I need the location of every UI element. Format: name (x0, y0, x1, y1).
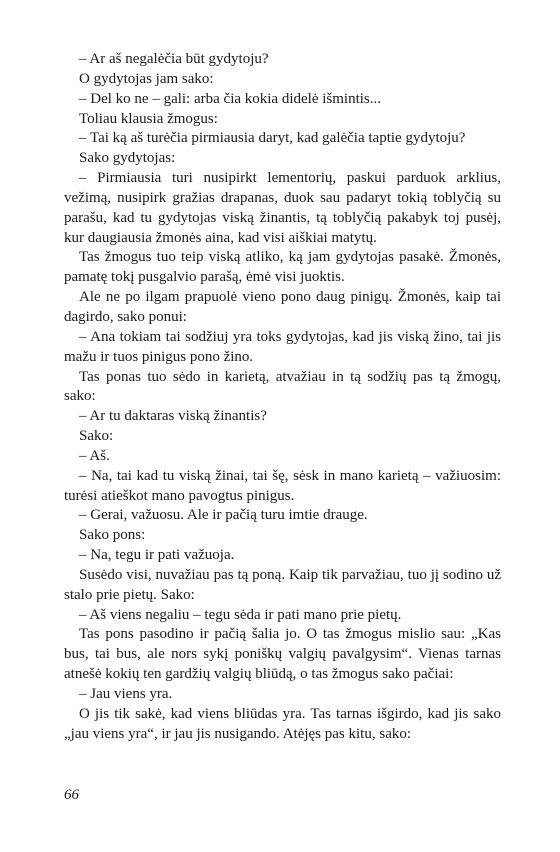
paragraph: – Pirmiausia turi nusipirkt lementorių, paskui parduok arklius, vežimą, nusipirk gražias drapanas, duok sau padaryt tokią toblyčią su parašu, kad tu gydytojas viską žinantis, tą toblyčią pakabyk toj pusėj, kur daugiausia žmonės aina, kad visi aiškiai matytų. (64, 170, 501, 246)
paragraph: Tas ponas tuo sėdo in karietą, atvažiau in tą sodžių pas tą žmogų, sako: (64, 368, 501, 405)
paragraph: Tas žmogus tuo teip viską atliko, ką jam gydytojas pasakė. Žmonės, pamatę tokį pusgalvio parašą, ėmė visi juoktis. (64, 249, 501, 286)
paragraph: – Ar tu daktaras viską žinantis? (79, 408, 267, 425)
paragraph: O gydytojas jam sako: (79, 70, 214, 87)
paragraph: Toliau klausia žmogus: (79, 110, 218, 127)
paragraph: – Ar aš negalėčia būt gydytoju? (79, 51, 269, 67)
paragraph: O jis tik sakė, kad viens bliūdas yra. Tas tarnas išgirdo, kad jis sako „jau viens yra“, ir jau jis nusigando. Atėjęs pas kitu, sako: (64, 705, 501, 742)
page-text (64, 50, 501, 745)
paragraph: – Aš. (79, 447, 110, 464)
paragraph: – Ana tokiam tai sodžiuj yra toks gydytojas, kad jis viską žino, tai jis mažu ir tuos pinigus pono žino. (64, 328, 501, 365)
paragraph: Sako pons: (79, 527, 146, 544)
page-number: 66 (64, 787, 79, 803)
paragraph: – Gerai, važuosu. Ale ir pačią turu imtie drauge. (79, 507, 368, 524)
paragraph: – Aš viens negaliu – tegu sėda ir pati mano prie pietų. (79, 606, 402, 623)
paragraph: – Na, tegu ir pati važuoja. (79, 547, 235, 564)
paragraph: Tas pons pasodino ir pačią šalia jo. O tas žmogus mislio sau: „Kas bus, tai bus, ale nors sykį poniškų valgių pavalgysim“. Vienas tarnas atnešė kokių ten gardžių valgių bliūdą, o tas žmogus sako pačiai: (64, 626, 501, 683)
paragraph: Sako: (79, 428, 114, 445)
paragraph: Ale ne po ilgam prapuolė vieno pono daug pinigų. Žmonės, kaip tai dagirdo, sako ponui: (64, 289, 501, 325)
paragraph: – Na, tai kad tu viską žinai, tai šę, sėsk in mano karietą – važiuosim: turėsi atieškot mano pavogtus pinigus. (64, 467, 501, 504)
paragraph: – Tai ką aš turėčia pirmiausia daryt, kad galėčia taptie gydytoju? (79, 130, 466, 147)
paragraph: – Del ko ne – gali: arba čia kokia didelė išmintis... (79, 90, 382, 107)
paragraph: – Jau viens yra. (79, 686, 173, 702)
paragraph: Sako gydytojas: (79, 150, 176, 167)
paragraph: Susėdo visi, nuvažiau pas tą poną. Kaip tik parvažiau, tuo jį sodino už stalo prie pietų. Sako: (64, 566, 501, 603)
